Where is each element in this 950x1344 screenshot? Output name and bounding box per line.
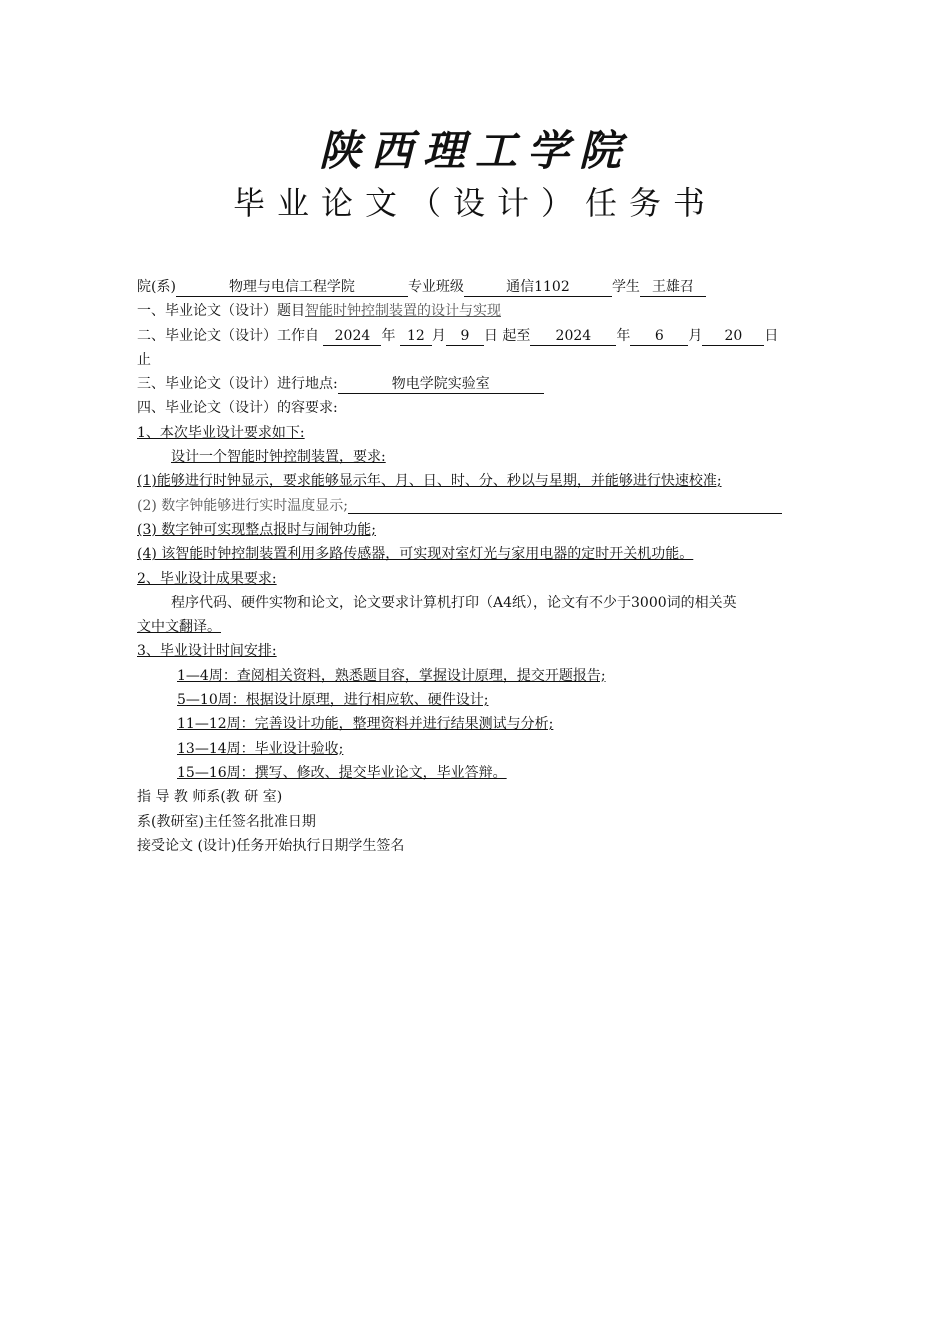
section-1-item: (2) 数字钟能够进行实时温度显示; xyxy=(137,497,348,514)
topic-line xyxy=(137,299,862,323)
schedule-item: 5—10周：根据设计原理，进行相应软、硬件设计; xyxy=(177,692,489,709)
major-label: 专业班级 xyxy=(407,279,464,295)
start-month: 12 xyxy=(400,327,432,346)
section-1-item: (4) 该智能时钟控制装置利用多路传感器，可实现对室灯光与家用电器的定时开关机功能。 xyxy=(137,546,694,563)
director-signature: 系(教研室)主任签名批准日期 xyxy=(137,813,316,830)
school-name: 陕西理工学院 xyxy=(318,126,631,175)
blank-line xyxy=(348,497,782,514)
info-line xyxy=(137,275,862,299)
schedule-item: 15—16周：撰写、修改、提交毕业论文，毕业答辩。 xyxy=(177,764,507,781)
end-month: 6 xyxy=(630,327,688,346)
topic-label: 一、毕业论文（设计）题目 xyxy=(137,303,305,320)
section-1-intro: 设计一个智能时钟控制装置，要求: xyxy=(171,449,386,466)
month-char-2: 月 xyxy=(688,327,703,344)
location-label: 三、毕业论文（设计）进行地点: xyxy=(137,376,338,393)
document-body xyxy=(137,275,862,858)
section-2-text-cont: 文中文翻译。 xyxy=(137,619,221,636)
section-1-item: (3) 数字钟可实现整点报时与闹钟功能; xyxy=(137,521,376,538)
student-signature: 接受论文 (设计)任务开始执行日期学生签名 xyxy=(137,837,405,854)
schedule-item: 11—12周：完善设计功能，整理资料并进行结果测试与分析; xyxy=(177,716,554,733)
day-char-2: 日 xyxy=(764,327,779,344)
location-value: 物电学院实验室 xyxy=(338,375,544,394)
document-title: 毕业论文（设计）任务书 xyxy=(232,184,717,222)
schedule-item: 13—14周：毕业设计验收; xyxy=(177,740,344,757)
location-line xyxy=(137,372,862,396)
advisor-signature: 指 导 教 师系(教 研 室) xyxy=(137,789,283,806)
section-1-title: 1、本次毕业设计要求如下: xyxy=(137,424,305,441)
section-3-title: 3、毕业设计时间安排: xyxy=(137,643,277,660)
topic-value: 智能时钟控制装置的设计与实现 xyxy=(305,303,501,320)
start-day: 9 xyxy=(446,327,484,346)
schedule-item: 1—4周：查阅相关资料，熟悉题目容，掌握设计原理，提交开题报告; xyxy=(177,667,606,684)
start-year: 2024 xyxy=(323,327,381,346)
section-1-item: (1)能够进行时钟显示，要求能够显示年、月、日、时、分、秒以与星期，并能够进行快速校准; xyxy=(137,473,722,490)
requirements-label: 四、毕业论文（设计）的容要求: xyxy=(137,400,338,417)
section-2-title: 2、毕业设计成果要求: xyxy=(137,570,277,587)
major-value: 通信1102 xyxy=(464,278,612,297)
dept-label: 院(系) xyxy=(137,279,176,295)
day-char: 日 xyxy=(483,327,498,344)
period-end-line xyxy=(137,348,862,372)
section-2-text: 程序代码、硬件实物和论文，论文要求计算机打印（A4纸），论文有不少于3000词的相关英 xyxy=(171,594,737,611)
student-label: 学生 xyxy=(611,279,640,295)
end-year: 2024 xyxy=(530,327,616,346)
dept-value: 物理与电信工程学院 xyxy=(176,278,408,297)
student-value: 王雄召 xyxy=(640,278,706,297)
to-label: 起至 xyxy=(502,327,531,344)
end-char: 止 xyxy=(137,351,151,368)
end-day: 20 xyxy=(702,327,764,346)
year-char-2: 年 xyxy=(616,327,631,344)
month-char: 月 xyxy=(431,327,446,344)
year-char: 年 xyxy=(381,327,396,344)
period-line xyxy=(137,324,862,348)
period-label: 二、毕业论文（设计）工作自 xyxy=(137,327,319,344)
